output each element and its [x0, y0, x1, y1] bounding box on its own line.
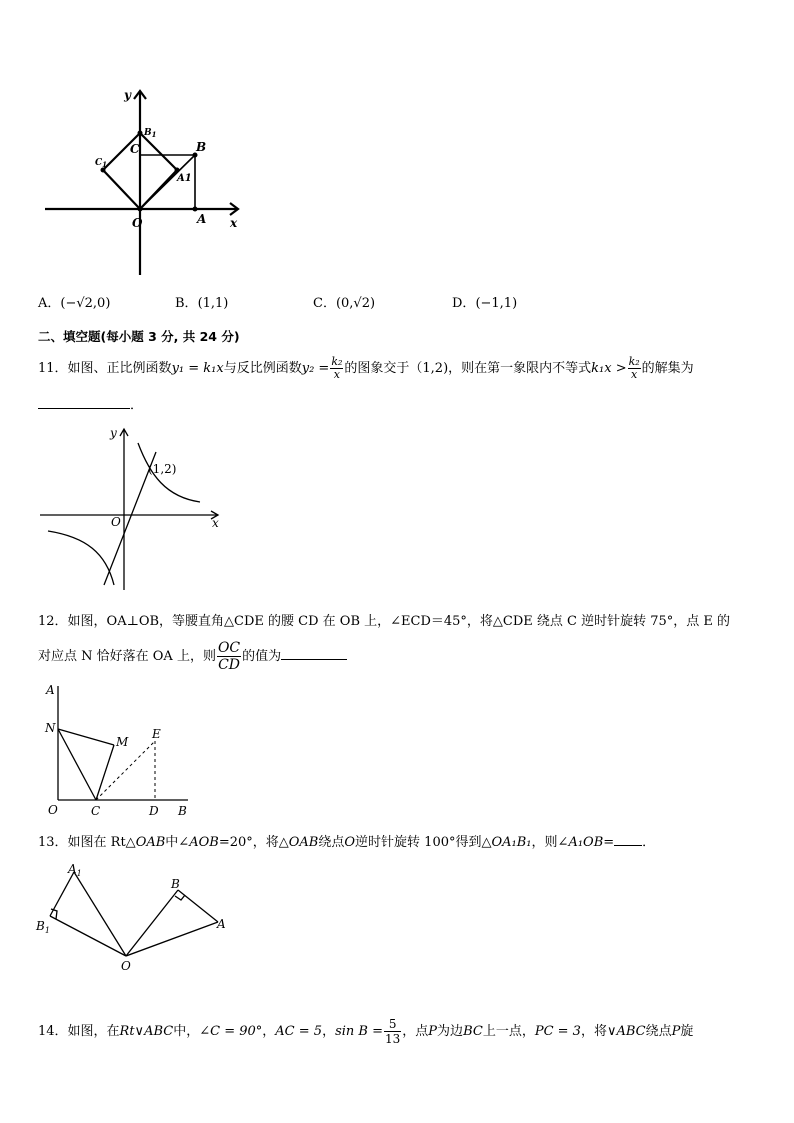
- figure-q12: [40, 680, 200, 820]
- label-x: x: [212, 516, 219, 530]
- label-a1: A1: [177, 173, 192, 184]
- section-title: 二、填空题(每小题 3 分, 共 24 分): [38, 329, 240, 344]
- question-11: 11．如图、正比例函数y₁ = k₁x与反比例函数y₂ = $\frac{\text{k₂}}{x}$ 的图象交于（1,2)，则在第一象限内不等式k₁x > $\frac{\text{k₂}}{x}$ 的解集为: [38, 355, 694, 381]
- label-m: M: [116, 735, 129, 749]
- question-12-line2: 对应点 N 恰好落在 OA 上，则 $\frac{OC}{CD}$ 的值为: [38, 640, 347, 673]
- label-y: y: [110, 426, 117, 440]
- option-c: C．(0,√2): [313, 296, 376, 311]
- option-d: D．(−1,1): [452, 296, 518, 311]
- label-a: A: [217, 917, 226, 931]
- label-c: C: [130, 142, 140, 156]
- answer-blank-11[interactable]: [38, 396, 130, 409]
- label-a1: $A_1$: [68, 862, 82, 878]
- label-b1: $B_1$: [144, 128, 157, 139]
- question-12-line1: 12．如图，OA⊥OB，等腰直角△CDE 的腰 CD 在 OB 上，∠ECD＝45°，将△CDE 绕点 C 逆时针旋转 75°，点 E 的: [38, 614, 731, 629]
- fraction-k2-x-2: $\frac{\text{k₂}}{x}$: [628, 355, 640, 381]
- label-o: O: [111, 515, 121, 529]
- label-point-1-2: (1,2): [148, 462, 177, 476]
- label-d: D: [149, 804, 159, 818]
- label-a: A: [46, 683, 55, 697]
- figure-q11: [38, 425, 228, 593]
- option-a: A．(−√2,0): [38, 296, 111, 311]
- label-a: A: [197, 212, 207, 226]
- label-e: E: [152, 727, 161, 741]
- fraction-k2-x: $\frac{\text{k₂}}{x}$: [331, 355, 343, 381]
- option-b-value: (1,1): [197, 296, 229, 311]
- question-14: 14．如图，在Rt∨ABC中，∠C = 90°，AC = 5，sin B = $\frac{5}{13}$ ，点P为边BC上一点，PC = 3，将∨ABC绕点P旋: [38, 1017, 694, 1046]
- label-c1: $C_1$: [95, 158, 108, 169]
- question-13: 13．如图在 Rt△OAB中∠AOB=20°，将△OAB绕点O逆时针旋转 100°得到△OA₁B₁，则∠A₁OB= ．: [38, 835, 656, 850]
- figure-q10: [40, 85, 250, 280]
- label-b: B: [178, 804, 187, 818]
- label-n: N: [45, 721, 56, 735]
- label-c: C: [91, 804, 101, 818]
- answer-blank-12[interactable]: [281, 647, 347, 660]
- question-11-answer-line: ．: [38, 396, 143, 415]
- fraction-5-13: $\frac{5}{13}$: [385, 1017, 401, 1046]
- option-a-value: (−√2,0): [60, 296, 111, 311]
- label-b: B: [196, 140, 207, 154]
- fraction-oc-cd: $\frac{OC}{CD}$: [217, 640, 241, 673]
- label-b: B: [171, 877, 180, 891]
- label-x: x: [230, 216, 238, 230]
- hyperbola-branch-2: [48, 531, 114, 585]
- option-d-value: (−1,1): [475, 296, 518, 311]
- figure-q13: [34, 858, 234, 976]
- label-y: y: [124, 88, 131, 102]
- label-o: O: [121, 959, 131, 973]
- label-o: O: [48, 803, 58, 817]
- answer-blank-13[interactable]: [614, 833, 642, 846]
- label-b1: $B_1$: [36, 919, 50, 935]
- option-c-value: (0,√2): [335, 296, 376, 311]
- option-b: B．(1,1): [175, 296, 229, 311]
- label-o: O: [132, 216, 143, 230]
